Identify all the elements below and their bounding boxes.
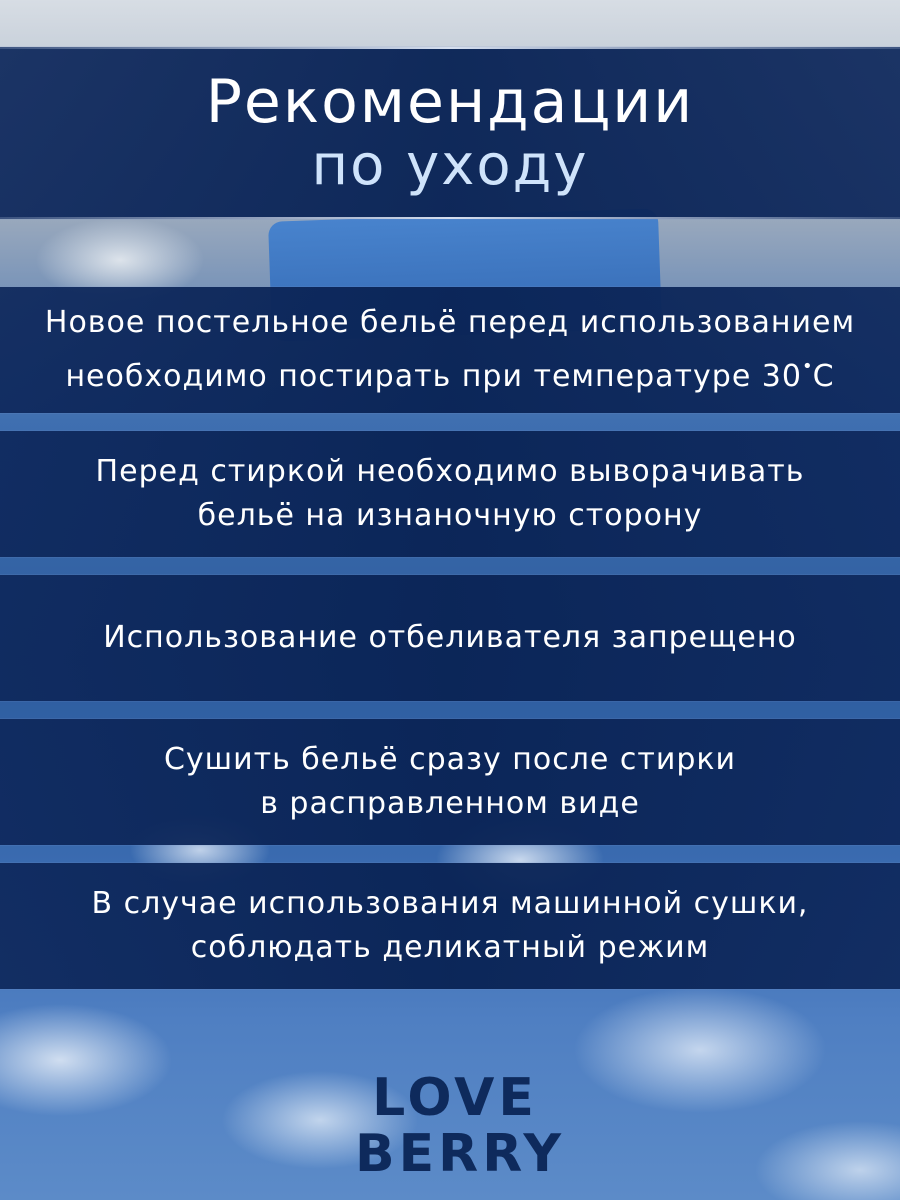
page-title-line2: по уходу [311,133,589,198]
title-banner [0,47,900,219]
care-tip-4-line1: Сушить бельё сразу после стирки [163,742,737,777]
care-tip-1 [0,287,900,413]
care-tip-4 [0,719,900,845]
brand-logo-line2: BERRY [355,1124,566,1184]
care-tip-1-line1: Новое постельное бельё перед использованием [44,305,856,340]
care-tip-4-line2: в расправленном виде [260,786,640,821]
care-tip-5 [0,863,900,989]
care-tip-1-line2 [65,345,834,399]
care-tip-3-line1: Использование отбеливателя запрещено [103,620,797,655]
care-tip-5-line2: соблюдать деликатный режим [190,930,710,965]
care-tip-2-line2: бельё на изнаночную сторону [197,498,703,533]
care-tip-5-line1: В случае использования машинной сушки, [91,886,809,921]
care-tip-3 [0,575,900,701]
page-title-line1: Рекомендации [205,67,695,137]
care-tip-1-line2-text: необходимо постирать при температуре 30 [65,359,802,394]
care-tip-2-line1: Перед стиркой необходимо выворачивать [95,454,805,489]
brand-logo-line1: LOVE [372,1068,538,1128]
care-tip-2 [0,431,900,557]
care-tip-1-unit: С [812,359,835,394]
degree-mark: • [801,356,813,377]
brand-logo [355,1068,566,1184]
